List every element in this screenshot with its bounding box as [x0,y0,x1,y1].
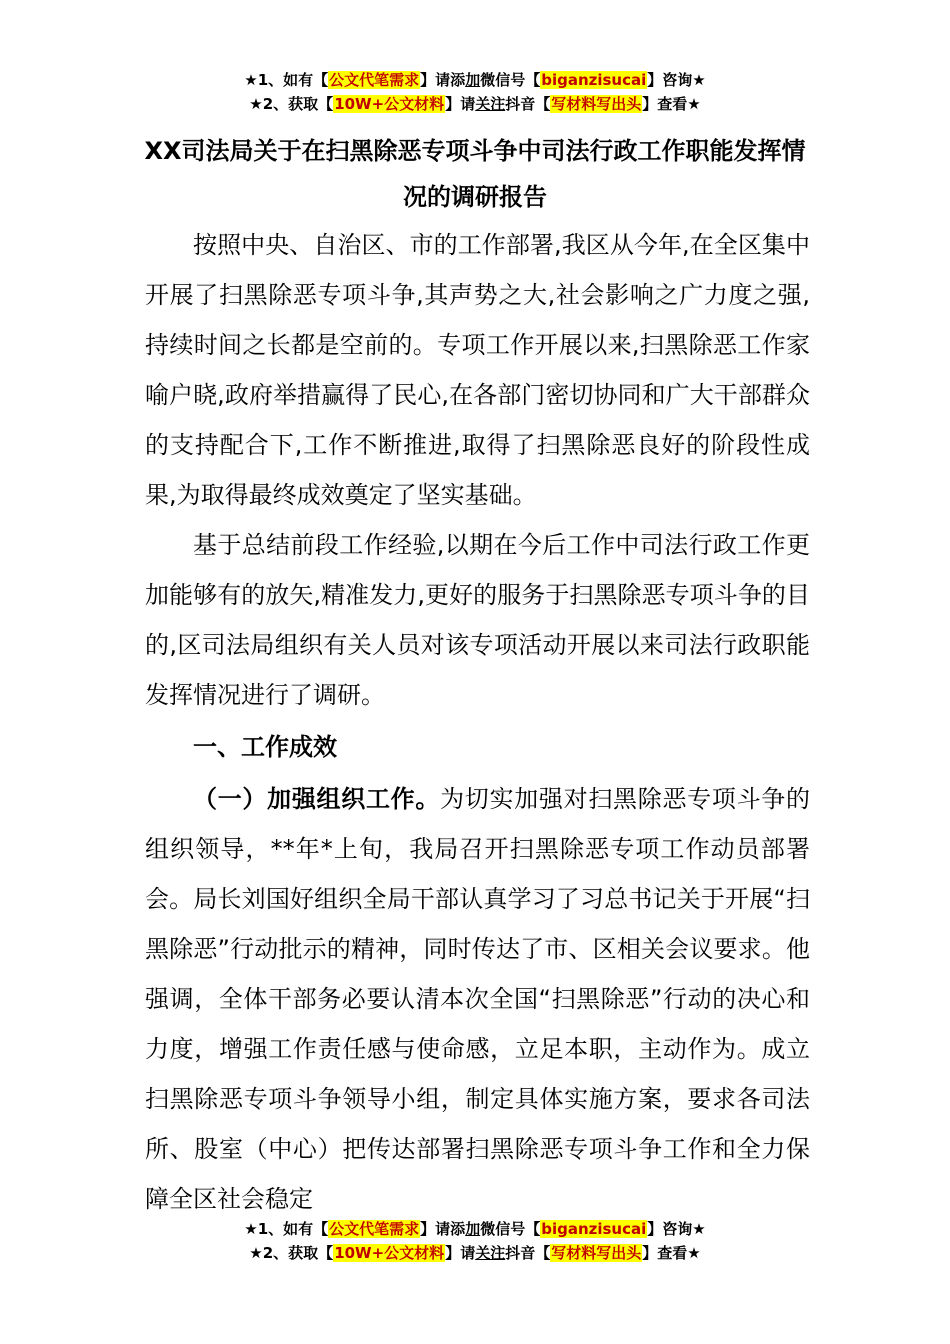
highlight-materials: 10W+公文材料 [334,1244,445,1262]
highlight-douyin: 写材料写出头 [551,95,642,113]
section-heading: 一、工作成效 [193,733,337,761]
highlight-douyin: 写材料写出头 [551,1244,642,1262]
promo-line-2: ★2、获取【10W+公文材料】请关注抖音【写材料写出头】查看★ [249,95,701,113]
paragraph-intro: 按照中央、自治区、市的工作部署,我区从今年,在全区集中开展了扫黑除恶专项斗争,其声势之大,社会影响之广力度之强,持续时间之长都是空前的。专项工作开展以来,扫黑除恶工作家喻户晓,政府举措赢得了民心,在各部门密切协同和广大干部群众的支持配合下,工作不断推进,取得了扫黑除恶良好的阶段性成果,为取得最终成效奠定了坚实基础。 [145,231,810,509]
promo-line-2: ★2、获取【10W+公文材料】请关注抖音【写材料写出头】查看★ [249,1244,701,1262]
highlight-wechat-id: biganzisucai [541,71,647,89]
subsection-body: 为切实加强对扫黑除恶专项斗争的组织领导，**年*上旬，我局召开扫黑除恶专项工作动员部署会。局长刘国好组织全局干部认真学习了习总书记关于开展“扫黑除恶”行动批示的精神，同时传达了市、区相关会议要求。他强调，全体干部务必要认清本次全国“扫黑除恶”行动的决心和力度，增强工作责任感与使命感，立足本职，主动作为。成立扫黑除恶专项斗争领导小组，制定具体实施方案，要求各司法所、股室（中心）把传达部署扫黑除恶专项斗争工作和全力保障全区社会稳定 [145,785,811,1213]
highlight-materials: 10W+公文材料 [334,95,445,113]
promo-line-1: ★1、如有【公文代笔需求】请添加微信号【biganzisucai】咨询★ [244,71,706,89]
promo-line-1: ★1、如有【公文代笔需求】请添加微信号【biganzisucai】咨询★ [244,1220,706,1238]
highlight-service: 公文代笔需求 [329,1220,420,1238]
promo-banner-top [0,68,950,116]
highlight-wechat-id: biganzisucai [541,1220,647,1238]
promo-banner-bottom [0,1217,950,1265]
paragraph-purpose: 基于总结前段工作经验,以期在今后工作中司法行政工作更加能够有的放矢,精准发力,更好的服务于扫黑除恶专项斗争的目的,区司法局组织有关人员对该专项活动开展以来司法行政职能发挥情况进行了调研。 [145,531,810,709]
document-title: XX司法局关于在扫黑除恶专项斗争中司法行政工作职能发挥情况的调研报告 [144,137,806,211]
subsection-lead: （一）加强组织工作。 [193,785,441,813]
paragraph-subsection-1 [145,774,810,1224]
document-body [145,220,810,1224]
highlight-service: 公文代笔需求 [329,71,420,89]
